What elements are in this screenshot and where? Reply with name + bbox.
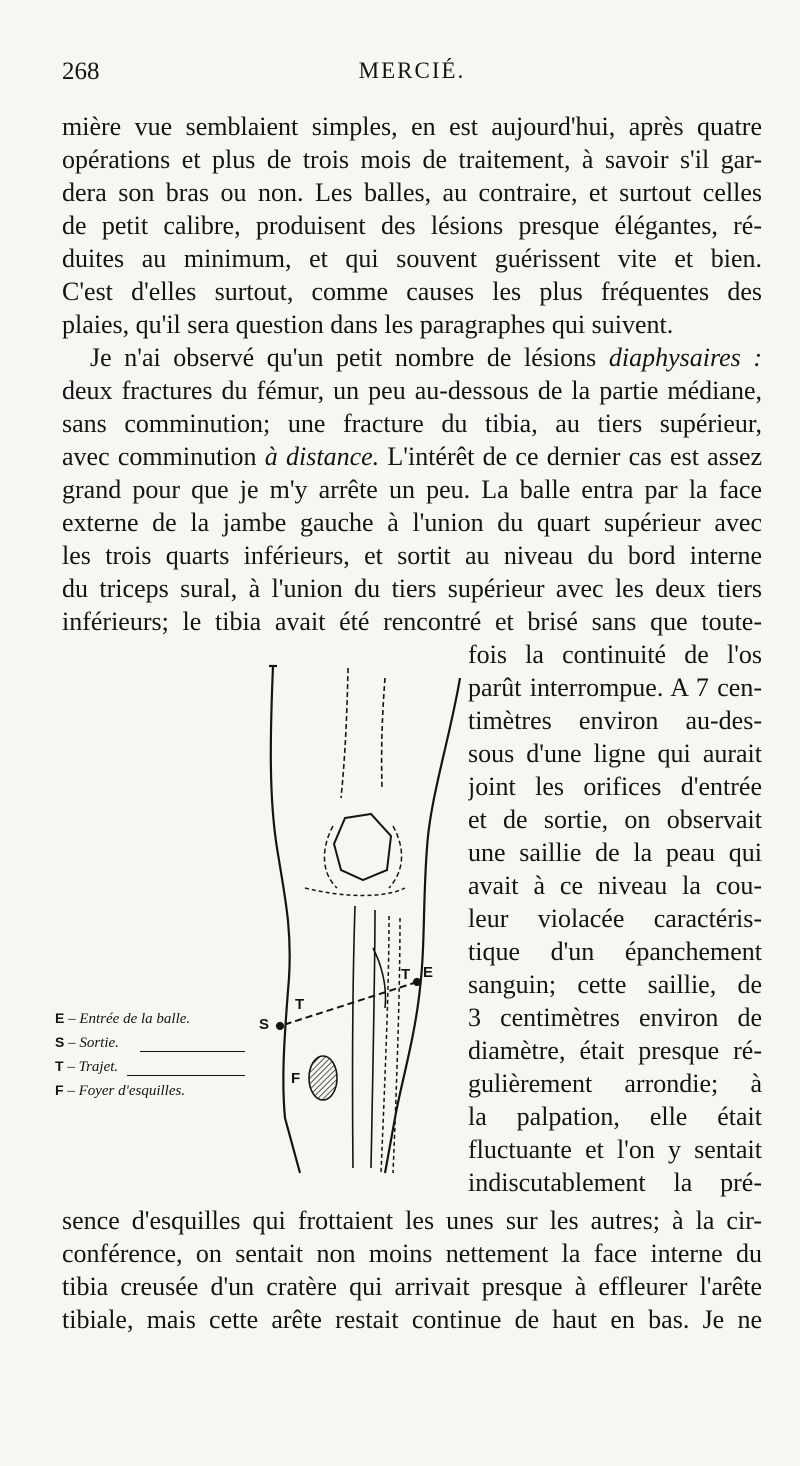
entry-point bbox=[414, 979, 420, 985]
tibia-left bbox=[353, 906, 355, 1168]
side-text-line: sanguin; cette saillie, de bbox=[468, 970, 762, 999]
side-text-line: diamètre, était presque ré- bbox=[468, 1036, 762, 1065]
fibula-left bbox=[381, 916, 389, 1173]
label-entry: E bbox=[423, 964, 434, 981]
text-line bbox=[90, 341, 762, 375]
side-text-line: fluctuante et l'on y sentait bbox=[468, 1135, 762, 1164]
femur-line-left bbox=[341, 668, 348, 798]
label-track-lower: T bbox=[295, 996, 305, 1013]
exit-point bbox=[277, 1023, 283, 1029]
text-line: sence d'esquilles qui frottaient les unes sur les autres; à la cir- bbox=[62, 1206, 762, 1235]
side-text-line: indiscutablement la pré- bbox=[468, 1168, 762, 1197]
text-line: les trois quarts inférieurs, et sortit au niveau du bord interne bbox=[62, 541, 762, 570]
text-line: plaies, qu'il sera question dans les paragraphes qui suivent. bbox=[62, 310, 674, 339]
text-line: grand pour que je m'y arrête un peu. La balle entra par la face bbox=[62, 475, 762, 504]
side-text-line: et de sortie, on observait bbox=[468, 805, 762, 834]
label-focus: F bbox=[291, 1070, 301, 1087]
femur-line-right bbox=[382, 678, 385, 788]
text-line: inférieurs; le tibia avait été rencontré et brisé sans que toute- bbox=[62, 607, 762, 636]
knee-figure bbox=[55, 648, 467, 1178]
patella bbox=[334, 814, 391, 880]
running-title: MERCIÉ. bbox=[358, 58, 466, 83]
text-line: conférence, on sentait non moins nettement la face interne du bbox=[62, 1239, 762, 1268]
page-header bbox=[62, 58, 762, 94]
joint-line bbox=[305, 888, 405, 896]
text-run: Je n'ai observé qu'un petit nombre de lésions bbox=[90, 343, 597, 372]
text-line: tibiale, mais cette arête restait continue de haut en bas. Je ne bbox=[62, 1305, 762, 1334]
leg-outline-right bbox=[385, 678, 460, 1173]
italic-term: diaphysaires : bbox=[608, 343, 762, 372]
text-run: avec comminution bbox=[62, 442, 257, 471]
side-text-line: leur violacée caractéris- bbox=[468, 904, 762, 933]
text-line: sans comminution; une fracture du tibia, au tiers supérieur, bbox=[62, 409, 762, 438]
legend-text: Entrée de la balle. bbox=[79, 1011, 191, 1027]
side-text-line: sous d'une ligne qui aurait bbox=[468, 739, 762, 768]
side-text-line: fois la continuité de l'os bbox=[468, 640, 762, 669]
legend-leader-line bbox=[127, 1075, 245, 1076]
legend-key: T bbox=[55, 1058, 64, 1074]
text-line: mière vue semblaient simples, en est aujourd'hui, après quatre bbox=[62, 112, 762, 141]
italic-term: à distance. bbox=[264, 442, 380, 471]
text-line: opérations et plus de trois mois de traitement, à savoir s'il gar- bbox=[62, 145, 762, 174]
legend-text: Trajet. bbox=[78, 1059, 119, 1075]
legend-row-exit: S – Sortie. bbox=[55, 1034, 255, 1058]
legend-row-entry: E – Entrée de la balle. bbox=[55, 1010, 191, 1027]
fibula-right bbox=[393, 918, 400, 1173]
figure-legend bbox=[55, 1010, 255, 1106]
text-line: dera son bras ou non. Les balles, au contraire, et surtout celles bbox=[62, 178, 762, 207]
side-text-line: gulièrement arrondie; à bbox=[468, 1069, 762, 1098]
page-number: 268 bbox=[62, 58, 100, 85]
text-line: externe de la jambe gauche à l'union du quart supérieur avec bbox=[62, 508, 762, 537]
splinter-focus bbox=[309, 1056, 337, 1100]
text-run: L'intérêt de ce dernier cas est assez bbox=[387, 442, 762, 471]
side-text-line: une saillie de la peau qui bbox=[468, 838, 762, 867]
legend-text: Sortie. bbox=[79, 1035, 119, 1051]
side-text-line: avait à ce niveau la cou- bbox=[468, 871, 762, 900]
side-text-line: parût interrompue. A 7 cen- bbox=[468, 673, 762, 702]
legend-key: E bbox=[55, 1010, 65, 1026]
side-text-line: 3 centimètres environ de bbox=[468, 1003, 762, 1032]
side-text-line: la palpation, elle était bbox=[468, 1102, 762, 1131]
label-track-upper: T bbox=[401, 966, 411, 983]
side-text-line: tique d'un épanchement bbox=[468, 937, 762, 966]
text-line: de petit calibre, produisent des lésions presque élégantes, ré- bbox=[62, 211, 762, 240]
text-line: deux fractures du fémur, un peu au-dessous de la partie médiane, bbox=[62, 376, 762, 405]
legend-text: Foyer d'esquilles. bbox=[78, 1083, 186, 1099]
text-line: C'est d'elles surtout, comme causes les plus fréquentes des bbox=[62, 277, 762, 306]
text-line: tibia creusée d'un cratère qui arrivait presque à effleurer l'arête bbox=[62, 1272, 762, 1301]
side-text-line: timètres environ au-des- bbox=[468, 706, 762, 735]
side-text-line: joint les orifices d'entrée bbox=[468, 772, 762, 801]
legend-leader-line bbox=[140, 1051, 245, 1052]
text-line bbox=[62, 440, 762, 474]
leg-outline-left bbox=[271, 666, 300, 1173]
text-line: du triceps sural, à l'union du tiers supérieur avec les deux tiers bbox=[62, 574, 762, 603]
legend-key: S bbox=[55, 1034, 65, 1050]
legend-row-focus: F – Foyer d'esquilles. bbox=[55, 1082, 186, 1099]
legend-row-track: T – Trajet. bbox=[55, 1058, 255, 1082]
text-line: duites au minimum, et qui souvent guérissent vite et bien. bbox=[62, 244, 762, 273]
label-exit: S bbox=[259, 1016, 270, 1033]
legend-key: F bbox=[55, 1082, 64, 1098]
